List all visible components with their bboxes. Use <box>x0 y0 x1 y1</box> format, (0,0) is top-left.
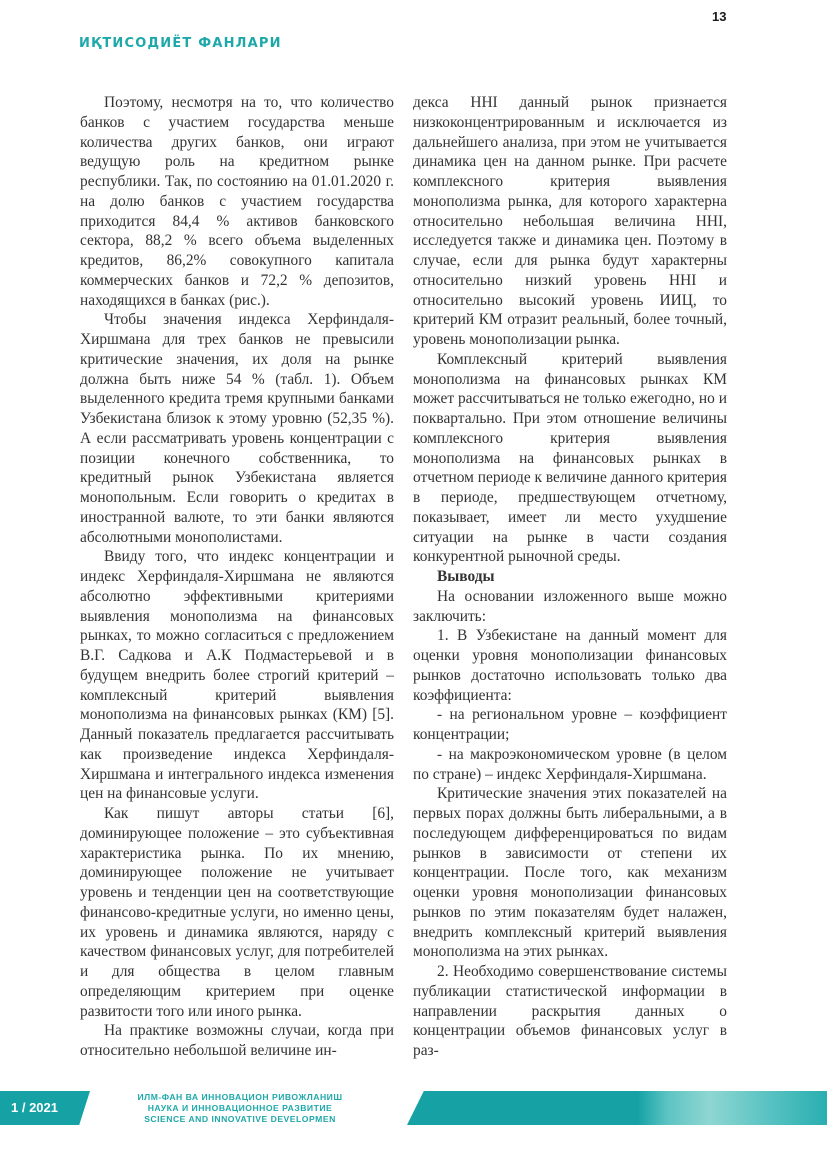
page-footer <box>0 1091 827 1125</box>
paragraph: На практике возможны случаи, когда при относительно небольшой величине ин- <box>80 1022 394 1059</box>
issn-band <box>407 1091 827 1125</box>
paragraph: Комплексный критерий выявления монополизма на финансовых рынках КМ может рассчитываться не только ежегодно, но и поквартально. При этом отношение величины комплексного критерия выявления монополизма на финансовых рынках в отчетном периоде к величине данного критерия в периоде, предшествующем отчетному, показывает, имеет ли место ухудшение ситуации на рынке в части создания конкурентной рыночной среды. <box>413 350 727 566</box>
paragraph: Поэтому, несмотря на то, что количество банков с участием государства меньше количества других банков, они играют ведущую роль на кредитном рынке республики. Так, по состоянию на 01.01.2020 г. на долю банков с участием государства приходится 84,4 % активов банковского сектора, 88,2 % всего объема выделенных кредитов, 86,2% совокупного капитала коммерческих банков и 72,2 % депозитов, находящихся в банках (рис.). <box>80 94 394 309</box>
journal-name-uz: ИЛМ-ФАН ВА ИННОВАЦИОН РИВОЖЛАНИШ <box>137 1092 343 1102</box>
page-number: 13 <box>712 9 727 24</box>
issn: ISSN 2181-9637 <box>558 10 644 22</box>
right-column <box>413 93 727 1061</box>
paragraph: - на региональном уровне – коэффициент концентрации; <box>413 706 727 743</box>
paragraph: На основании изложенного выше можно заключить: <box>413 587 727 625</box>
journal-name-en: SCIENCE AND INNOVATIVE DEVELOPMEN <box>144 1114 336 1124</box>
conclusions-heading: Выводы <box>437 568 495 585</box>
left-column <box>80 93 394 1061</box>
journal-name <box>120 1092 360 1125</box>
paragraph: Ввиду того, что индекс концентрации и индекс Херфиндаля-Хиршмана не являются абсолютно эффективными критериями выявления монополизма на финансовых рынках, то можно согласиться с предложением В.Г. Садкова и А.К Подмастерьевой и в будущем внедрить более строгий критерий – комплексный критерий выявления монополизма на финансовых рынках (КМ) [5]. Данный показатель предлагается рассчитывать как произведение индекса Херфиндаля-Хиршмана и интегрального индекса изменения цен на финансовые услуги. <box>80 548 394 803</box>
paragraph: Критические значения этих показателей на первых порах должны быть либеральными, а в последующем дифференцироваться по видам рынков в зависимости от степени их концентрации. После того, как механизм оценки уровня монополизации финансовых рынков по этим показателям будет налажен, внедрить комплексный критерий выявления монополизма на этих рынках. <box>413 785 727 961</box>
journal-name-ru: НАУКА И ИННОВАЦИОННОЕ РАЗВИТИЕ <box>147 1103 333 1113</box>
paragraph: - на макроэкономическом уровне (в целом по стране) – индекс Херфиндаля-Хиршмана. <box>413 745 727 783</box>
paragraph: Как пишут авторы статьи [6], доминирующее положение – это субъективная характеристика рынка. По их мнению, доминирующее положение не учитывает уровень и тенденции цен на соответствующие финансово-кредитные услуги, но именно цены, их уровень и динамика являются, наряду с качеством финансовых услуг, для потребителей и для общества в целом главным определяющим критерием при оценке развитости того или иного рынка. <box>80 805 394 1020</box>
paragraph: Чтобы значения индекса Херфиндаля-Хиршмана для трех банков не превысили критические значения, их доля на рынке должна быть ниже 54 % (табл. 1). Объем выделенного кредита тремя крупными банками Узбекистана близок к этому уровню (52,35 %). А если рассматривать уровень концентрации с позиции конечного собственника, то кредитный рынок Узбекистана является монопольным. Если говорить о кредитах в иностранной валюте, то эти банки являются абсолютными монополистами. <box>80 311 394 546</box>
paragraph: 2. Необходимо совершенствование системы публикации статистической информации в направлении раскрытия данных о концентрации объемов финансовых услуг в раз- <box>413 963 727 1059</box>
issue-number: 1 / 2021 <box>11 1100 58 1115</box>
paragraph: декса HHI данный рынок признается низкоконцентрированным и исключается из дальнейшего анализа, при этом не учитывается динамика цен на данном рынке. При расчете комплексного критерия выявления монополизма рынка, для которого характерна относительно небольшая величина HHI, исследуется также и динамика цен. Поэтому в случае, если для рынка будут характерны относительно низкий уровень HHI и относительно высокий уровень ИИЦ, то критерий КМ отразит реальный, более точный, уровень монополизации рынка. <box>413 94 727 348</box>
section-title: ИҚТИСОДИЁТ ФАНЛАРИ <box>79 36 282 51</box>
paragraph: 1. В Узбекистане на данный момент для оценки уровня монополизации финансовых рынков достаточно использовать только два коэффициента: <box>413 627 727 704</box>
